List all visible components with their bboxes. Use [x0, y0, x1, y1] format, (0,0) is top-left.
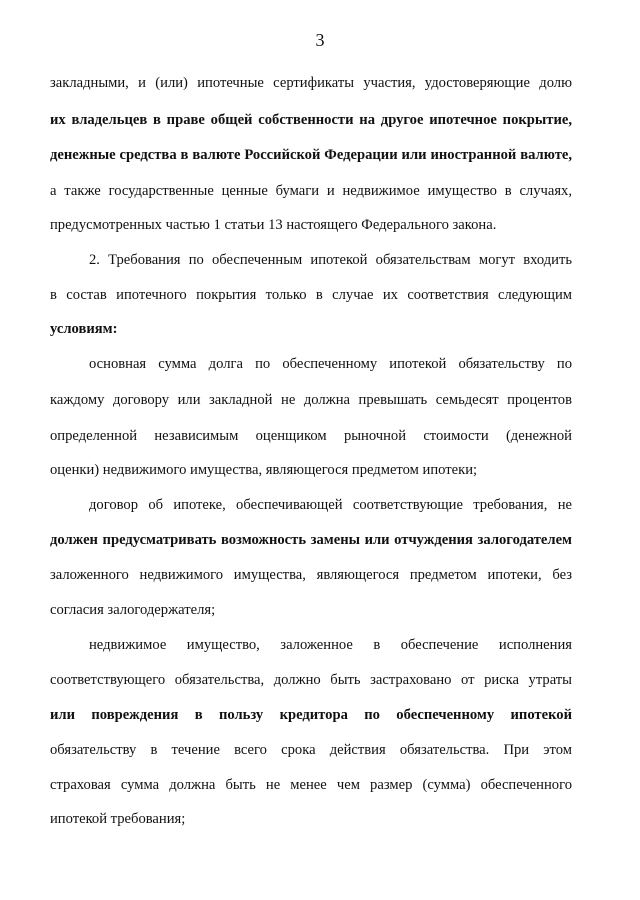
text-line: соответствующего обязательства, должно быть застраховано от риска утраты — [50, 672, 572, 688]
text-line: предусмотренных частью 1 статьи 13 настоящего Федерального закона. — [50, 217, 497, 233]
text-line: оценки) недвижимого имущества, являющегося предметом ипотеки; — [50, 462, 478, 478]
text-line: обязательству в течение всего срока действия обязательства. При этом — [50, 742, 572, 758]
text-line: условиям: — [50, 321, 118, 337]
text-line: заложенного недвижимого имущества, являющегося предметом ипотеки, без — [50, 567, 572, 583]
text-line: закладными, и (или) ипотечные сертификаты участия, удостоверяющие долю — [50, 75, 572, 91]
text-line: денежные средства в валюте Российской Федерации или иностранной валюте, — [50, 147, 572, 163]
text-line: ипотекой требования; — [50, 811, 186, 827]
text-line: страховая сумма должна быть не менее чем размер (сумма) обеспеченного — [50, 777, 572, 793]
text-line: определенной независимым оценщиком рыночной стоимости (денежной — [50, 428, 572, 444]
text-line: договор об ипотеке, обеспечивающей соответствующие требования, не — [89, 497, 572, 513]
text-line: их владельцев в праве общей собственности на другое ипотечное покрытие, — [50, 112, 572, 128]
text-line: в состав ипотечного покрытия только в случае их соответствия следующим — [50, 287, 572, 303]
text-line: основная сумма долга по обеспеченному ипотекой обязательству по — [89, 356, 572, 372]
page-number: 3 — [315, 30, 325, 50]
text-line: каждому договору или закладной не должна превышать семьдесят процентов — [50, 392, 572, 408]
text-line: 2. Требования по обеспеченным ипотекой обязательствам могут входить — [89, 252, 572, 268]
text-line: или повреждения в пользу кредитора по обеспеченному ипотекой — [50, 707, 572, 723]
text-line: согласия залогодержателя; — [50, 602, 216, 618]
text-line: недвижимое имущество, заложенное в обеспечение исполнения — [89, 637, 572, 653]
text-line: а также государственные ценные бумаги и недвижимое имущество в случаях, — [50, 183, 572, 199]
text-line: должен предусматривать возможность замены или отчуждения залогодателем — [50, 532, 572, 548]
